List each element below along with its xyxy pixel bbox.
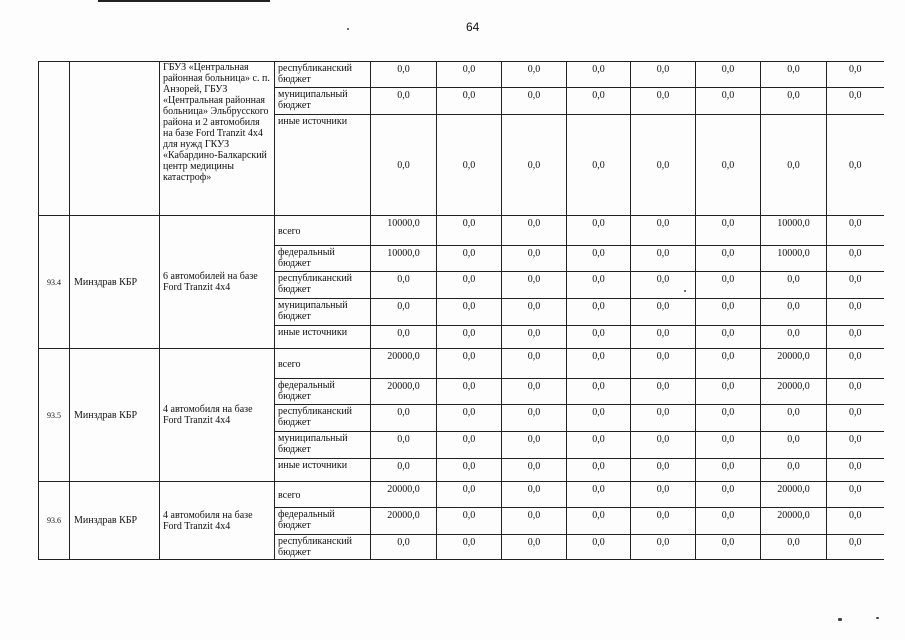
value-cell: 0,0 [567, 272, 631, 299]
value-cell: 0,0 [827, 246, 884, 272]
value-cell: 0,0 [371, 405, 437, 432]
object-cell: 4 автомобиля на базе Ford Tranzit 4x4 [160, 482, 275, 560]
funding-source-cell: иные источники [275, 459, 371, 482]
value-cell: 10000,0 [371, 216, 437, 246]
value-cell: 0,0 [631, 326, 696, 349]
value-cell: 0,0 [761, 88, 827, 115]
funding-source-cell: муниципальный бюджет [275, 88, 371, 115]
value-cell: 0,0 [696, 246, 761, 272]
value-cell: 0,0 [827, 508, 884, 535]
value-cell: 0,0 [502, 115, 567, 216]
value-cell: 0,0 [502, 535, 567, 560]
value-cell: 0,0 [437, 326, 502, 349]
value-cell: 0,0 [631, 482, 696, 508]
funding-source-cell: республиканский бюджет [275, 272, 371, 299]
value-cell: 0,0 [696, 115, 761, 216]
value-cell: 0,0 [696, 459, 761, 482]
value-cell: 0,0 [502, 88, 567, 115]
value-cell: 0,0 [827, 349, 884, 379]
value-cell: 0,0 [502, 272, 567, 299]
value-cell: 0,0 [631, 216, 696, 246]
customer-cell: Минздрав КБР [70, 482, 160, 560]
scan-speck [347, 28, 349, 30]
funding-source-cell: всего [275, 216, 371, 246]
value-cell: 0,0 [696, 508, 761, 535]
value-cell: 0,0 [437, 62, 502, 88]
table-row [39, 62, 884, 88]
value-cell: 0,0 [437, 405, 502, 432]
value-cell: 0,0 [502, 216, 567, 246]
value-cell: 0,0 [696, 299, 761, 326]
value-cell: 0,0 [631, 508, 696, 535]
value-cell: 0,0 [371, 535, 437, 560]
funding-source-cell: федеральный бюджет [275, 508, 371, 535]
value-cell: 0,0 [761, 535, 827, 560]
value-cell: 0,0 [437, 349, 502, 379]
customer-cell [70, 62, 160, 216]
scan-speck [838, 618, 842, 621]
value-cell: 0,0 [567, 246, 631, 272]
value-cell: 0,0 [631, 379, 696, 405]
value-cell: 0,0 [567, 405, 631, 432]
funding-source-cell: федеральный бюджет [275, 379, 371, 405]
value-cell: 0,0 [502, 432, 567, 459]
value-cell: 0,0 [371, 432, 437, 459]
value-cell: 0,0 [827, 62, 884, 88]
value-cell: 0,0 [437, 216, 502, 246]
value-cell: 0,0 [631, 459, 696, 482]
value-cell: 0,0 [567, 216, 631, 246]
value-cell: 0,0 [696, 482, 761, 508]
value-cell: 0,0 [567, 326, 631, 349]
value-cell: 0,0 [371, 115, 437, 216]
value-cell: 0,0 [827, 115, 884, 216]
value-cell: 0,0 [437, 246, 502, 272]
value-cell: 0,0 [502, 349, 567, 379]
value-cell: 0,0 [827, 299, 884, 326]
value-cell: 0,0 [567, 88, 631, 115]
value-cell: 0,0 [371, 326, 437, 349]
funding-source-cell: муниципальный бюджет [275, 432, 371, 459]
value-cell: 0,0 [631, 272, 696, 299]
value-cell: 0,0 [371, 459, 437, 482]
value-cell: 0,0 [696, 405, 761, 432]
object-cell: 6 автомобилей на базе Ford Tranzit 4x4 [160, 216, 275, 349]
value-cell: 10000,0 [761, 246, 827, 272]
value-cell: 10000,0 [371, 246, 437, 272]
funding-source-cell: республиканский бюджет [275, 62, 371, 88]
value-cell: 0,0 [631, 115, 696, 216]
value-cell: 20000,0 [371, 379, 437, 405]
value-cell: 0,0 [696, 349, 761, 379]
value-cell: 0,0 [631, 62, 696, 88]
scan-speck [876, 617, 879, 619]
value-cell: 0,0 [502, 508, 567, 535]
value-cell: 0,0 [827, 459, 884, 482]
funding-source-cell: всего [275, 482, 371, 508]
value-cell: 0,0 [696, 88, 761, 115]
value-cell: 0,0 [437, 508, 502, 535]
row-id-cell: 93.5 [39, 349, 70, 482]
value-cell: 20000,0 [761, 349, 827, 379]
value-cell: 0,0 [371, 88, 437, 115]
value-cell: 0,0 [567, 115, 631, 216]
value-cell: 0,0 [437, 379, 502, 405]
value-cell: 0,0 [631, 432, 696, 459]
value-cell: 0,0 [502, 326, 567, 349]
value-cell: 0,0 [827, 432, 884, 459]
value-cell: 0,0 [761, 299, 827, 326]
value-cell: 0,0 [567, 432, 631, 459]
value-cell: 0,0 [631, 88, 696, 115]
value-cell: 0,0 [696, 216, 761, 246]
top-rule [98, 0, 270, 2]
value-cell: 0,0 [827, 535, 884, 560]
funding-source-cell: республиканский бюджет [275, 535, 371, 560]
value-cell: 0,0 [502, 405, 567, 432]
value-cell: 0,0 [761, 62, 827, 88]
value-cell: 0,0 [696, 272, 761, 299]
value-cell: 0,0 [502, 299, 567, 326]
value-cell: 0,0 [502, 379, 567, 405]
budget-table [38, 61, 884, 560]
value-cell: 0,0 [827, 326, 884, 349]
value-cell: 20000,0 [761, 482, 827, 508]
value-cell: 0,0 [567, 482, 631, 508]
row-id-cell [39, 62, 70, 216]
value-cell: 0,0 [437, 115, 502, 216]
funding-source-cell: федеральный бюджет [275, 246, 371, 272]
funding-source-cell: муниципальный бюджет [275, 299, 371, 326]
value-cell: 0,0 [761, 432, 827, 459]
value-cell: 0,0 [371, 299, 437, 326]
value-cell: 0,0 [567, 379, 631, 405]
value-cell: 20000,0 [371, 508, 437, 535]
value-cell: 0,0 [437, 88, 502, 115]
table-row [39, 482, 884, 508]
value-cell: 0,0 [437, 432, 502, 459]
table-row [39, 216, 884, 246]
value-cell: 0,0 [371, 62, 437, 88]
value-cell: 0,0 [696, 432, 761, 459]
value-cell: 0,0 [567, 62, 631, 88]
value-cell: 0,0 [502, 62, 567, 88]
value-cell: 0,0 [696, 379, 761, 405]
value-cell: 0,0 [567, 299, 631, 326]
value-cell: 0,0 [371, 272, 437, 299]
value-cell: 0,0 [437, 535, 502, 560]
value-cell: 0,0 [827, 379, 884, 405]
value-cell: 0,0 [437, 299, 502, 326]
value-cell: 20000,0 [761, 379, 827, 405]
funding-source-cell: республиканский бюджет [275, 405, 371, 432]
page-number: 64 [466, 20, 480, 34]
value-cell: 0,0 [696, 62, 761, 88]
funding-source-cell: иные источники [275, 115, 371, 216]
value-cell: 20000,0 [371, 482, 437, 508]
value-cell: 0,0 [502, 459, 567, 482]
value-cell: 0,0 [827, 405, 884, 432]
value-cell: 0,0 [761, 459, 827, 482]
object-cell: 4 автомобиля на базе Ford Tranzit 4x4 [160, 349, 275, 482]
value-cell: 0,0 [827, 216, 884, 246]
value-cell: 0,0 [827, 272, 884, 299]
table-row [39, 349, 884, 379]
object-cell: ГБУЗ «Центральная районная больница» с. п. Анзорей, ГБУЗ «Центральная районная больница» Эльбрусского района и 2 автомобиля на базе Ford Tranzit 4x4 для нужд ГКУЗ «Кабардино-Балкарский центр медицины катастроф» [160, 62, 275, 216]
value-cell: 0,0 [761, 115, 827, 216]
value-cell: 10000,0 [761, 216, 827, 246]
value-cell: 0,0 [502, 246, 567, 272]
value-cell: 0,0 [567, 535, 631, 560]
value-cell: 0,0 [827, 482, 884, 508]
row-id-cell: 93.4 [39, 216, 70, 349]
value-cell: 0,0 [502, 482, 567, 508]
value-cell: 0,0 [437, 272, 502, 299]
value-cell: 0,0 [761, 405, 827, 432]
value-cell: 0,0 [631, 299, 696, 326]
value-cell: 0,0 [631, 405, 696, 432]
value-cell: 0,0 [567, 459, 631, 482]
value-cell: 0,0 [631, 535, 696, 560]
customer-cell: Минздрав КБР [70, 349, 160, 482]
scan-speck [684, 290, 686, 292]
value-cell: 0,0 [631, 246, 696, 272]
value-cell: 0,0 [827, 88, 884, 115]
value-cell: 0,0 [761, 272, 827, 299]
value-cell: 0,0 [567, 349, 631, 379]
value-cell: 0,0 [631, 349, 696, 379]
value-cell: 0,0 [696, 535, 761, 560]
value-cell: 0,0 [761, 326, 827, 349]
value-cell: 0,0 [567, 508, 631, 535]
funding-source-cell: иные источники [275, 326, 371, 349]
value-cell: 0,0 [437, 459, 502, 482]
value-cell: 0,0 [437, 482, 502, 508]
value-cell: 0,0 [696, 326, 761, 349]
value-cell: 20000,0 [371, 349, 437, 379]
customer-cell: Минздрав КБР [70, 216, 160, 349]
row-id-cell: 93.6 [39, 482, 70, 560]
value-cell: 20000,0 [761, 508, 827, 535]
funding-source-cell: всего [275, 349, 371, 379]
